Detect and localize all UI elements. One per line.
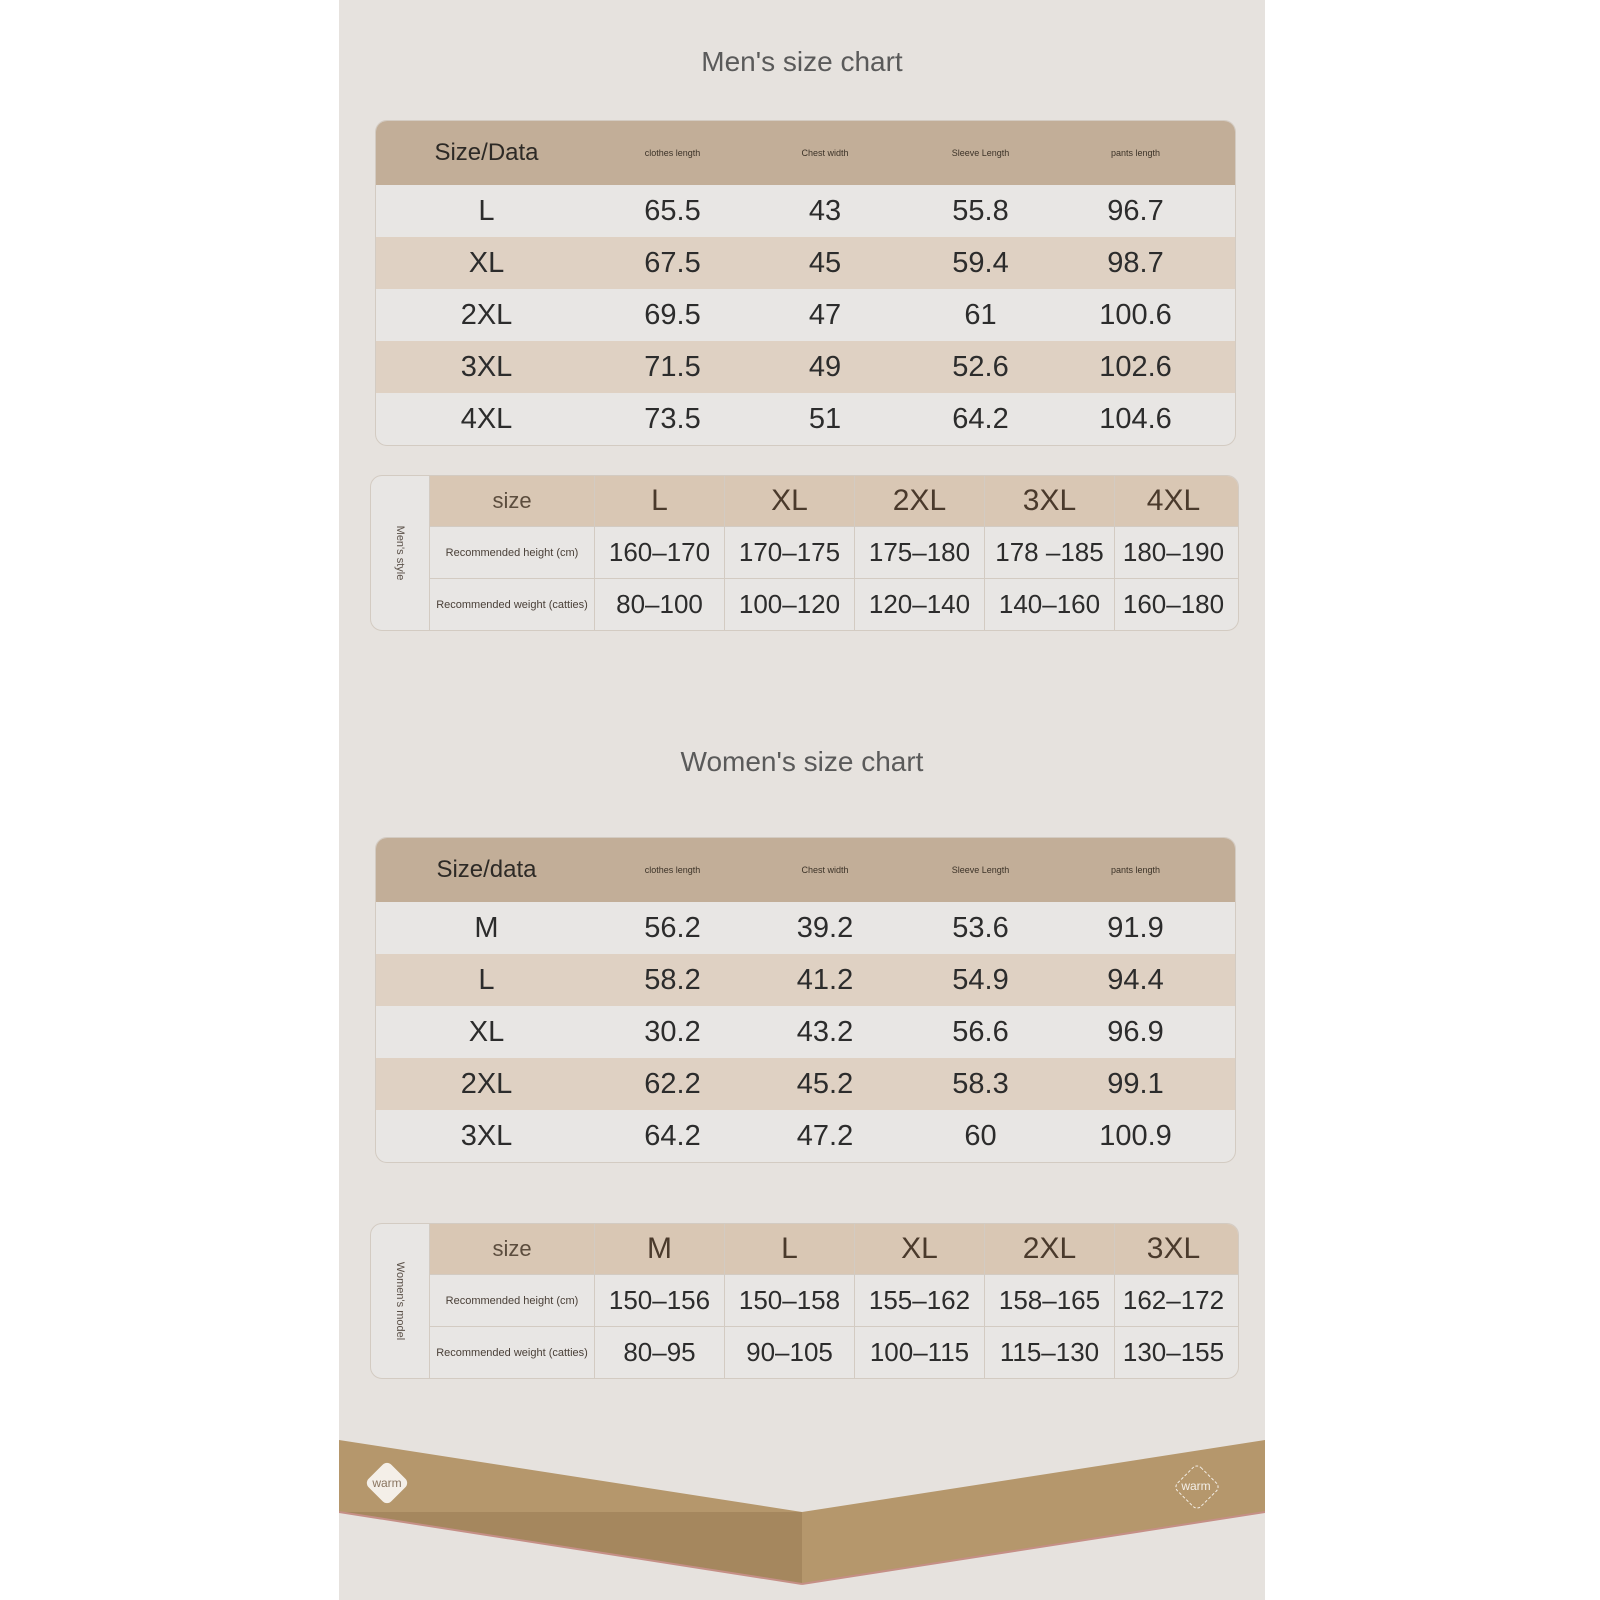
weight-cell: 140–160 [984, 579, 1114, 630]
size-cell: M [594, 1224, 724, 1274]
table-row [376, 1058, 1235, 1110]
table-cell: 102.6 [1099, 350, 1172, 383]
table-cell: 69.5 [644, 298, 701, 331]
table-cell: 3XL [460, 1119, 513, 1152]
table-cell: 41.2 [796, 963, 854, 996]
table-cell: 55.8 [952, 194, 1009, 227]
table-cell: 100.9 [1099, 1119, 1172, 1152]
table-cell: M [474, 911, 499, 944]
weight-cell: 90–105 [724, 1327, 854, 1378]
badge-label: warm [1181, 1479, 1211, 1493]
row-label: Recommended weight (catties) [436, 598, 588, 611]
table-cell: 52.6 [952, 350, 1009, 383]
table-header [376, 121, 1235, 185]
table-cell: XL [468, 246, 505, 279]
table-cell: 43.2 [796, 1015, 854, 1048]
header-cell: Chest width [801, 148, 849, 158]
height-cell: 150–158 [724, 1275, 854, 1326]
table-cell: 58.2 [644, 963, 701, 996]
size-cell: 2XL [854, 476, 984, 526]
table-cell: 61 [964, 298, 997, 331]
table-cell: 64.2 [644, 1119, 701, 1152]
warm-badge-right [1176, 1466, 1216, 1506]
side-label: Women's model [394, 1261, 406, 1341]
table-cell: 73.5 [644, 402, 701, 435]
side-label-cell [371, 1224, 430, 1378]
warm-badge-left [367, 1463, 407, 1503]
row-label: size [492, 1236, 532, 1261]
table-row [376, 185, 1235, 237]
table-cell: 65.5 [644, 194, 701, 227]
table-cell: 64.2 [952, 402, 1009, 435]
men-measurement-table [375, 120, 1236, 446]
row-label: Recommended height (cm) [445, 546, 579, 559]
men-recommendation-table [370, 475, 1239, 631]
side-label: Men's style [394, 525, 406, 581]
header-cell: Size/data [436, 856, 537, 883]
table-row [376, 289, 1235, 341]
height-cell: 158–165 [984, 1275, 1114, 1326]
height-row [430, 1274, 1238, 1326]
header-cell: pants length [1110, 148, 1161, 158]
height-cell: 155–162 [854, 1275, 984, 1326]
table-cell: 54.9 [952, 963, 1009, 996]
table-cell: 2XL [460, 1067, 513, 1100]
women-measurement-table [375, 837, 1236, 1163]
size-cell: 3XL [1114, 1224, 1232, 1274]
table-row [376, 393, 1235, 445]
women-recommendation-table [370, 1223, 1239, 1379]
size-chart-panel [339, 0, 1265, 1600]
recommendation-grid [430, 1224, 1238, 1378]
table-cell: 56.6 [952, 1015, 1009, 1048]
table-row [376, 954, 1235, 1006]
header-cell: clothes length [644, 865, 701, 875]
size-row [430, 1224, 1238, 1274]
table-row [376, 341, 1235, 393]
table-cell: L [478, 194, 495, 227]
table-cell: 45 [808, 246, 842, 279]
size-cell: L [594, 476, 724, 526]
table-cell: 62.2 [644, 1067, 701, 1100]
height-cell: 150–156 [594, 1275, 724, 1326]
recommendation-grid [430, 476, 1238, 630]
height-cell: 180–190 [1114, 527, 1232, 578]
weight-cell: 80–95 [594, 1327, 724, 1378]
table-cell: 94.4 [1107, 963, 1164, 996]
table-header [376, 838, 1235, 902]
weight-cell: 115–130 [984, 1327, 1114, 1378]
weight-cell: 100–120 [724, 579, 854, 630]
weight-row [430, 1326, 1238, 1378]
header-cell: Chest width [801, 865, 849, 875]
header-cell: Size/Data [434, 139, 539, 166]
header-cell: Sleeve Length [951, 865, 1010, 875]
size-cell: 4XL [1114, 476, 1232, 526]
table-cell: 51 [808, 402, 842, 435]
row-label: size [492, 488, 532, 513]
header-cell: pants length [1110, 865, 1161, 875]
height-cell: 178 –185 [984, 527, 1114, 578]
table-cell: 3XL [460, 350, 513, 383]
table-cell: 96.9 [1107, 1015, 1164, 1048]
table-cell: 60 [964, 1119, 997, 1152]
table-cell: 98.7 [1107, 246, 1164, 279]
table-row [376, 1006, 1235, 1058]
table-cell: 71.5 [644, 350, 701, 383]
table-row [376, 237, 1235, 289]
table-cell: 99.1 [1107, 1067, 1164, 1100]
size-cell: L [724, 1224, 854, 1274]
table-cell: 49 [808, 350, 842, 383]
height-cell: 170–175 [724, 527, 854, 578]
table-cell: 100.6 [1099, 298, 1172, 331]
women-chart-title: Women's size chart [680, 746, 924, 777]
table-cell: 47 [808, 298, 842, 331]
size-cell: 3XL [984, 476, 1114, 526]
table-cell: 30.2 [644, 1015, 701, 1048]
weight-cell: 120–140 [854, 579, 984, 630]
table-cell: 39.2 [796, 911, 854, 944]
side-label-cell [371, 476, 430, 630]
table-cell: L [478, 963, 495, 996]
height-cell: 160–170 [594, 527, 724, 578]
men-chart-title: Men's size chart [701, 46, 903, 77]
table-cell: 47.2 [796, 1119, 854, 1152]
header-cell: Sleeve Length [951, 148, 1010, 158]
weight-cell: 100–115 [854, 1327, 984, 1378]
row-label: Recommended weight (catties) [436, 1346, 588, 1359]
table-cell: 59.4 [952, 246, 1009, 279]
weight-row [430, 578, 1238, 630]
table-cell: 2XL [460, 298, 513, 331]
row-label: Recommended height (cm) [445, 1294, 579, 1307]
table-cell: 56.2 [644, 911, 701, 944]
table-cell: 91.9 [1107, 911, 1164, 944]
table-cell: 58.3 [952, 1067, 1009, 1100]
weight-cell: 80–100 [594, 579, 724, 630]
height-cell: 175–180 [854, 527, 984, 578]
size-row [430, 476, 1238, 526]
table-cell: 104.6 [1099, 402, 1172, 435]
size-cell: XL [854, 1224, 984, 1274]
height-cell: 162–172 [1114, 1275, 1232, 1326]
table-cell: 96.7 [1107, 194, 1164, 227]
header-cell: clothes length [644, 148, 701, 158]
table-cell: 67.5 [644, 246, 701, 279]
table-cell: XL [468, 1015, 505, 1048]
size-cell: XL [724, 476, 854, 526]
table-cell: 45.2 [796, 1067, 854, 1100]
table-cell: 43 [808, 194, 842, 227]
badge-label: warm [372, 1476, 402, 1490]
weight-cell: 160–180 [1114, 579, 1232, 630]
table-row [376, 902, 1235, 954]
table-cell: 53.6 [952, 911, 1009, 944]
weight-cell: 130–155 [1114, 1327, 1232, 1378]
size-cell: 2XL [984, 1224, 1114, 1274]
height-row [430, 526, 1238, 578]
footer-ribbon [339, 1440, 1265, 1600]
table-cell: 4XL [460, 402, 513, 435]
table-row [376, 1110, 1235, 1162]
